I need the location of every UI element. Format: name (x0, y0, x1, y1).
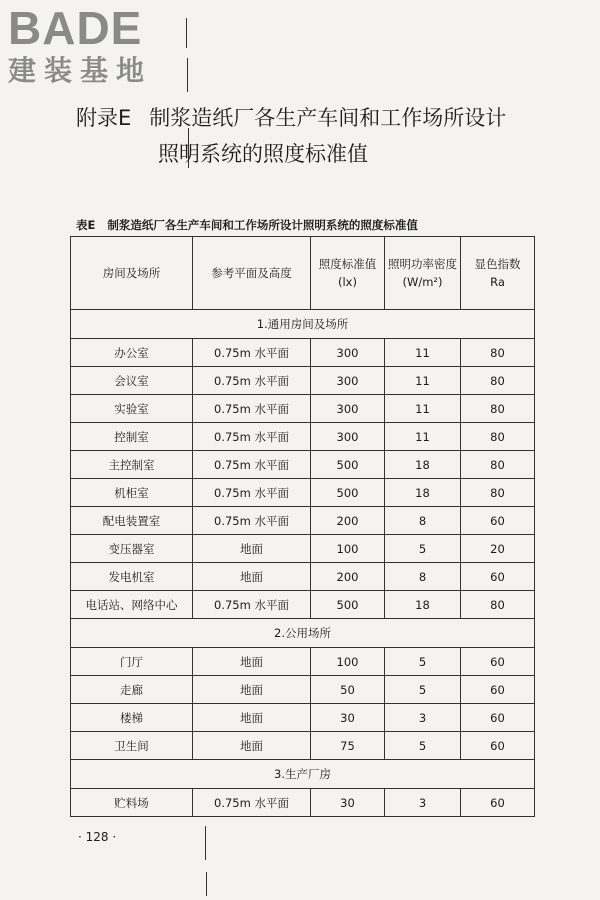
scan-line-artifact (186, 18, 187, 48)
table-cell: 电话站、网络中心 (71, 591, 193, 619)
table-cell: 会议室 (71, 367, 193, 395)
table-cell: 80 (461, 339, 535, 367)
table-cell: 11 (385, 339, 461, 367)
table-cell: 0.75m 水平面 (193, 507, 311, 535)
table-cell: 80 (461, 451, 535, 479)
column-header-line: 参考平面及高度 (211, 266, 292, 280)
table-cell: 60 (461, 563, 535, 591)
table-row (71, 704, 535, 732)
table-cell: 门厅 (71, 648, 193, 676)
table-cell: 8 (385, 507, 461, 535)
table-cell: 500 (311, 451, 385, 479)
table-row (71, 451, 535, 479)
table-cell: 0.75m 水平面 (193, 423, 311, 451)
table-cell: 80 (461, 395, 535, 423)
scan-line-artifact (205, 826, 206, 860)
column-header-line: Ra (490, 275, 505, 289)
appendix-title-line2: 照明系统的照度标准值 (158, 142, 368, 166)
table-cell: 地面 (193, 535, 311, 563)
column-header (311, 237, 385, 310)
page-number: · 128 · (78, 830, 117, 844)
table-cell: 500 (311, 591, 385, 619)
appendix-title-line1: 制浆造纸厂各生产车间和工作场所设计 (149, 106, 507, 130)
column-header-line: (lx) (338, 275, 357, 289)
column-header-line: 房间及场所 (102, 266, 161, 280)
section-title: 3.生产厂房 (71, 760, 535, 789)
table-cell: 11 (385, 423, 461, 451)
table-cell: 0.75m 水平面 (193, 479, 311, 507)
table-cell: 0.75m 水平面 (193, 395, 311, 423)
section-row (71, 619, 535, 648)
table-row (71, 676, 535, 704)
table-cell: 30 (311, 704, 385, 732)
table-cell: 走廊 (71, 676, 193, 704)
table-cell: 60 (461, 648, 535, 676)
table-cell: 300 (311, 339, 385, 367)
table-cell: 300 (311, 395, 385, 423)
column-header-line: (W/m²) (402, 275, 443, 289)
table-cell: 0.75m 水平面 (193, 591, 311, 619)
column-header-line: 照明功率密度 (388, 257, 457, 271)
column-header-line: 显色指数 (474, 257, 521, 271)
table-cell: 卫生间 (71, 732, 193, 760)
table-cell: 变压器室 (71, 535, 193, 563)
bade-logo (8, 4, 152, 88)
table-cell: 300 (311, 367, 385, 395)
section-title: 2.公用场所 (71, 619, 535, 648)
section-row (71, 760, 535, 789)
logo-wordmark: BADE (8, 2, 143, 54)
table-row (71, 789, 535, 817)
section-row (71, 310, 535, 339)
table-cell: 11 (385, 395, 461, 423)
table-cell: 60 (461, 676, 535, 704)
table-row (71, 591, 535, 619)
scan-line-artifact (187, 58, 188, 92)
table-cell: 办公室 (71, 339, 193, 367)
table-cell: 60 (461, 507, 535, 535)
appendix-heading (76, 103, 546, 169)
column-header (461, 237, 535, 310)
table-cell: 发电机室 (71, 563, 193, 591)
table-caption-text: 制浆造纸厂各生产车间和工作场所设计照明系统的照度标准值 (107, 218, 418, 232)
table-cell: 18 (385, 451, 461, 479)
table-row (71, 648, 535, 676)
table-cell: 18 (385, 591, 461, 619)
scan-line-artifact (206, 872, 207, 896)
table-cell: 80 (461, 367, 535, 395)
table-cell: 5 (385, 648, 461, 676)
table-cell: 18 (385, 479, 461, 507)
table-cell: 5 (385, 676, 461, 704)
table-cell: 60 (461, 789, 535, 817)
table-cell: 80 (461, 591, 535, 619)
table-caption (76, 217, 418, 233)
table-caption-label: 表E (76, 218, 96, 232)
table-cell: 100 (311, 535, 385, 563)
table-cell: 200 (311, 507, 385, 535)
table-row (71, 423, 535, 451)
logo-subtitle: 建装基地 (8, 54, 153, 87)
table-row (71, 563, 535, 591)
table-row (71, 339, 535, 367)
table-cell: 贮料场 (71, 789, 193, 817)
table-row (71, 367, 535, 395)
table-cell: 0.75m 水平面 (193, 789, 311, 817)
column-header-line: 照度标准值 (318, 257, 377, 271)
table-cell: 地面 (193, 704, 311, 732)
table-cell: 5 (385, 732, 461, 760)
table-cell: 100 (311, 648, 385, 676)
table-cell: 机柜室 (71, 479, 193, 507)
table-cell: 8 (385, 563, 461, 591)
table-cell: 50 (311, 676, 385, 704)
table-header-row (71, 237, 535, 310)
table-cell: 11 (385, 367, 461, 395)
appendix-label: 附录E (76, 106, 132, 130)
table-cell: 地面 (193, 732, 311, 760)
table-cell: 0.75m 水平面 (193, 339, 311, 367)
illuminance-table (70, 236, 535, 817)
table-cell: 控制室 (71, 423, 193, 451)
table-cell: 80 (461, 423, 535, 451)
column-header (71, 237, 193, 310)
table-cell: 主控制室 (71, 451, 193, 479)
table-cell: 300 (311, 423, 385, 451)
table-cell: 500 (311, 479, 385, 507)
table-cell: 地面 (193, 676, 311, 704)
column-header (193, 237, 311, 310)
table-cell: 75 (311, 732, 385, 760)
table-row (71, 507, 535, 535)
table-cell: 0.75m 水平面 (193, 367, 311, 395)
table-cell: 60 (461, 704, 535, 732)
section-title: 1.通用房间及场所 (71, 310, 535, 339)
table-cell: 20 (461, 535, 535, 563)
table-cell: 80 (461, 479, 535, 507)
table-row (71, 479, 535, 507)
table-cell: 楼梯 (71, 704, 193, 732)
table-cell: 实验室 (71, 395, 193, 423)
table-cell: 30 (311, 789, 385, 817)
table-cell: 地面 (193, 648, 311, 676)
table-row (71, 535, 535, 563)
column-header (385, 237, 461, 310)
table-row (71, 395, 535, 423)
table-cell: 60 (461, 732, 535, 760)
table-cell: 3 (385, 789, 461, 817)
table-cell: 200 (311, 563, 385, 591)
table-row (71, 732, 535, 760)
table-cell: 3 (385, 704, 461, 732)
table-cell: 配电装置室 (71, 507, 193, 535)
table-cell: 5 (385, 535, 461, 563)
table-cell: 0.75m 水平面 (193, 451, 311, 479)
table-cell: 地面 (193, 563, 311, 591)
